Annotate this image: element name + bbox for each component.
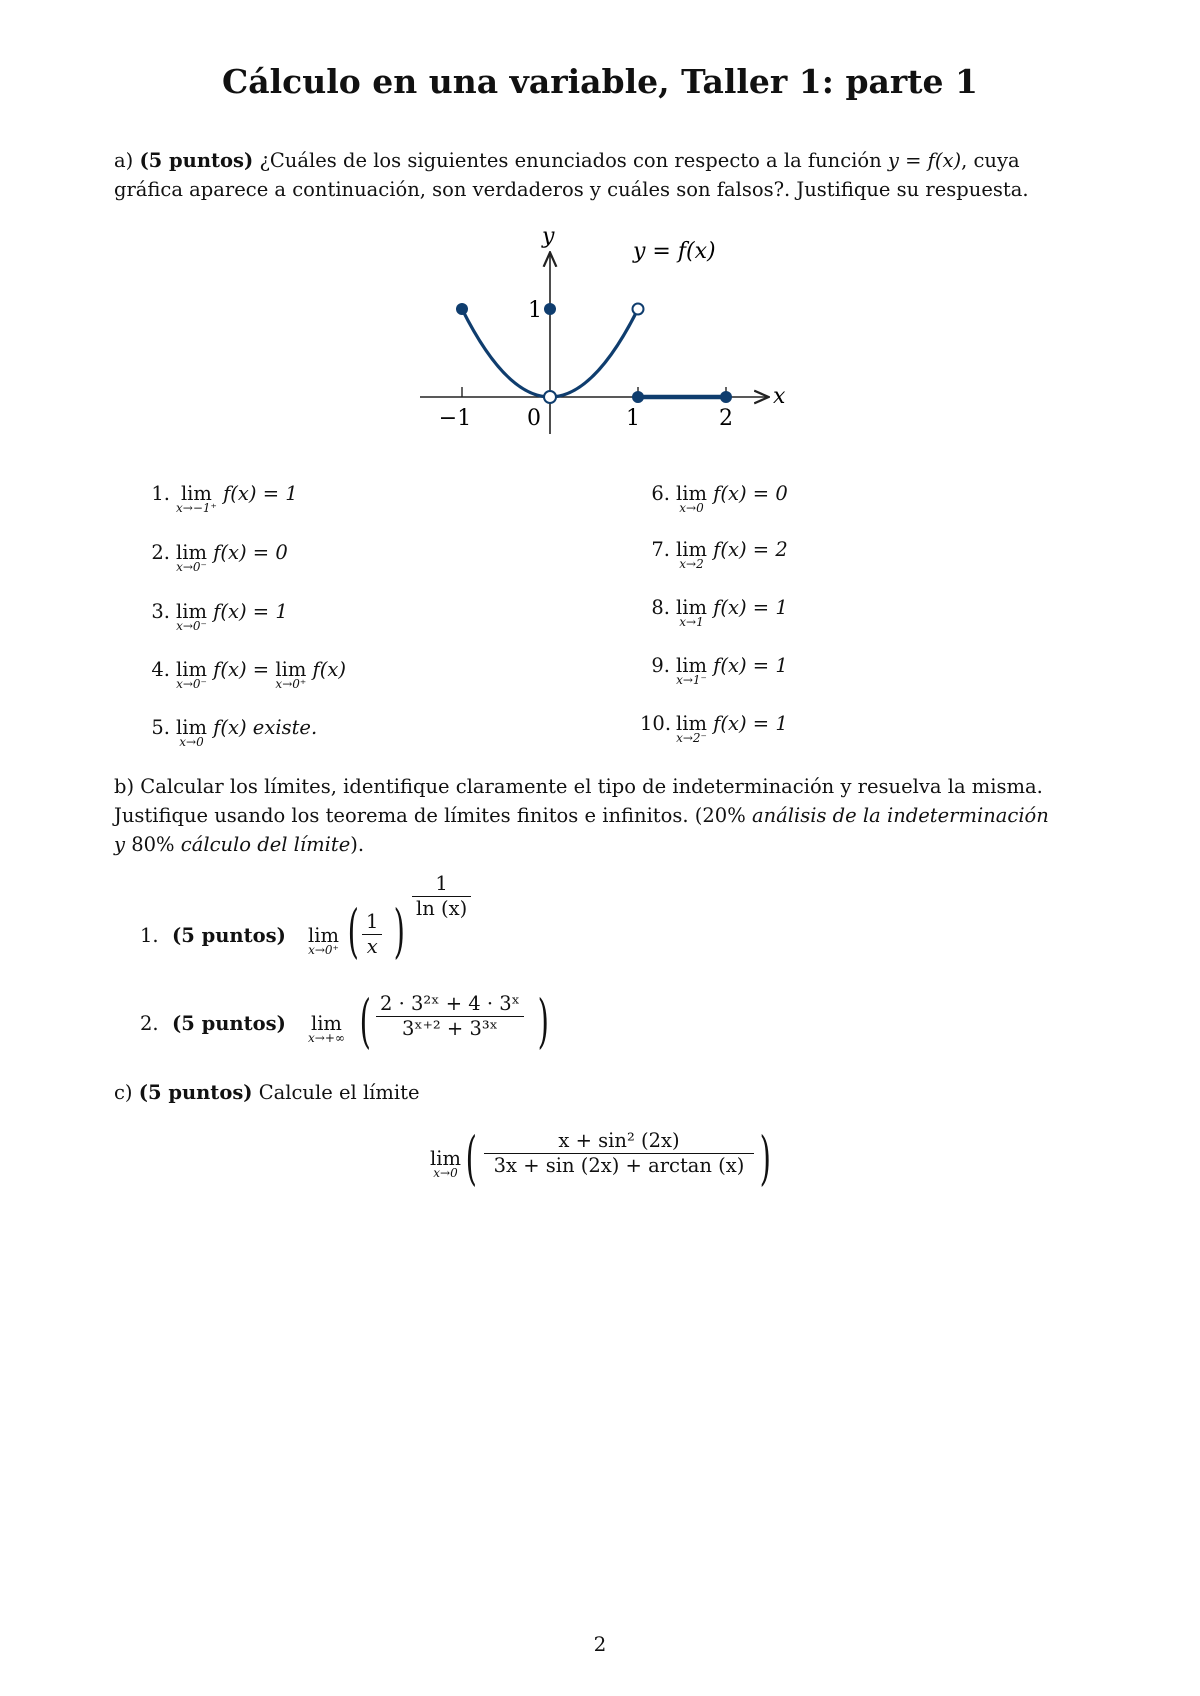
limit-operator <box>676 538 707 570</box>
open-point-1-1 <box>633 304 644 315</box>
lim-subscript: x→0 <box>433 1166 458 1180</box>
part-b-line2 <box>114 801 1094 830</box>
part-b-line1: b) Calcular los límites, identifique claramente el tipo de indeterminación y resuelva la misma. <box>114 775 1043 798</box>
lim-subscript: x→0⁻ <box>176 619 207 633</box>
statement-item <box>640 538 788 570</box>
statement-item <box>140 600 288 632</box>
item-expression-2: f(x) <box>312 658 346 681</box>
part-a-statement-line2: gráfica aparece a continuación, son verdaderos y cuáles son falsos?. Justifique su respuesta. <box>114 178 1029 201</box>
inner-numerator: 1 <box>362 910 382 935</box>
limit-operator <box>176 600 207 632</box>
part-a-points: (5 puntos) <box>139 149 254 172</box>
limit-operator <box>430 1147 461 1179</box>
lim-subscript: x→0⁺ <box>275 677 307 691</box>
limit-operator <box>176 482 217 514</box>
question-points: (5 puntos) <box>172 924 286 947</box>
item-expression: f(x) = 1 <box>713 596 788 619</box>
item-number: 6. <box>651 482 670 505</box>
item-number: 4. <box>151 658 170 681</box>
statement-item <box>640 596 788 628</box>
lim-subscript: x→0⁺ <box>308 943 339 957</box>
lim-subscript: x→1⁻ <box>676 673 707 687</box>
part-a-function: y = f(x) <box>887 149 962 172</box>
part-b-percent: 80% <box>125 833 181 856</box>
part-b-y: y <box>114 833 126 856</box>
lim-word: lim <box>310 1012 342 1035</box>
lim-word: lim <box>176 658 207 681</box>
part-a-statement <box>114 146 1094 175</box>
lim-word: lim <box>676 712 707 735</box>
tick-label-0: 0 <box>527 406 541 431</box>
closed-point-0-1 <box>544 303 556 315</box>
part-a-label: a) <box>114 149 134 172</box>
closed-point-minus1 <box>456 303 468 315</box>
question-number: 1. <box>140 924 159 947</box>
lim-subscript: x→0⁻ <box>176 560 207 574</box>
tick-label-y1: 1 <box>528 298 542 323</box>
item-expression: f(x) existe. <box>213 716 318 739</box>
page-title: Cálculo en una variable, Taller 1: parte 1 <box>222 62 978 101</box>
statement-item <box>140 658 346 690</box>
lim-word: lim <box>676 654 707 677</box>
item-expression: f(x) = 2 <box>713 538 788 561</box>
statement-item <box>140 716 317 748</box>
lim-word: lim <box>176 541 207 564</box>
statement-item <box>640 654 788 686</box>
right-paren: ) <box>537 987 549 1055</box>
page-number: 2 <box>593 1632 607 1656</box>
item-expression: f(x) = 1 <box>713 654 788 677</box>
lim-subscript: x→2 <box>679 557 704 571</box>
curve-label: y = f(x) <box>633 239 716 264</box>
exponent-fraction <box>412 872 471 921</box>
lim-word: lim <box>430 1147 461 1170</box>
lim-subscript: x→0 <box>679 501 704 515</box>
lim-word: lim <box>676 538 707 561</box>
statement-item <box>140 541 288 573</box>
part-c-limit <box>430 1125 790 1195</box>
closed-point-2-0 <box>720 391 732 403</box>
item-expression: f(x) = 0 <box>213 541 288 564</box>
limit-operator <box>676 596 707 628</box>
numerator: x + sin² (2x) <box>484 1129 754 1154</box>
lim-subscript: x→+∞ <box>308 1031 345 1045</box>
lim-word: lim <box>676 596 707 619</box>
lim-word: lim <box>180 482 212 505</box>
item-number: 10. <box>640 712 672 735</box>
exponent-denominator: ln (x) <box>416 897 468 920</box>
limit-operator <box>176 541 207 573</box>
part-b-line3 <box>114 830 1094 859</box>
limit-operator <box>676 482 707 514</box>
lim-word: lim <box>176 716 207 739</box>
inner-denominator: x <box>366 935 378 958</box>
limit-operator <box>176 658 207 690</box>
part-c-text: Calcule el límite <box>252 1081 420 1104</box>
item-expression: f(x) = 0 <box>713 482 788 505</box>
inner-fraction <box>362 910 382 959</box>
part-a-text2: , cuya <box>961 149 1020 172</box>
limit-operator <box>676 712 707 744</box>
right-paren: ) <box>393 897 405 965</box>
y-axis-label: y <box>542 224 555 250</box>
part-b-analysis-text: análisis de la indeterminación <box>751 804 1049 827</box>
item-number: 5. <box>151 716 170 739</box>
item-number: 3. <box>151 600 170 623</box>
limit-operator <box>176 716 207 748</box>
lim-subscript: x→2⁻ <box>676 731 707 745</box>
limit-operator <box>308 924 339 956</box>
exponent-numerator: 1 <box>412 872 471 897</box>
closed-point-1-0 <box>632 391 644 403</box>
item-number: 9. <box>651 654 670 677</box>
item-expression: f(x) = 1 <box>213 600 288 623</box>
tick-label-minus1: −1 <box>438 406 472 431</box>
limit-operator <box>275 658 306 690</box>
open-point-origin <box>544 391 556 403</box>
part-b-question-2 <box>140 980 549 1060</box>
lim-subscript: x→−1⁺ <box>176 501 217 515</box>
statement-item <box>140 482 298 514</box>
main-fraction <box>376 992 524 1041</box>
part-a-text1: ¿Cuáles de los siguientes enunciados con respecto a la función <box>259 149 888 172</box>
part-b-calculo-text: cálculo del límite <box>180 833 351 856</box>
lim-subscript: x→0 <box>179 735 204 749</box>
item-number: 2. <box>151 541 170 564</box>
question-number: 2. <box>140 1012 159 1035</box>
right-paren: ) <box>759 1124 771 1192</box>
part-b-close: ). <box>350 833 365 856</box>
left-paren: ( <box>359 987 371 1055</box>
tick-label-2: 2 <box>719 406 733 431</box>
part-c-points: (5 puntos) <box>138 1081 253 1104</box>
statement-item <box>640 712 788 744</box>
lim-subscript: x→0⁻ <box>176 677 207 691</box>
item-expression: f(x) = 1 <box>713 712 788 735</box>
numerator: 2 · 3²ˣ + 4 · 3ˣ <box>376 992 524 1017</box>
part-b-line2-text: Justifique usando los teorema de límites finitos e infinitos. (20% <box>114 804 752 827</box>
denominator: 3ˣ⁺² + 3³ˣ <box>401 1017 498 1040</box>
lim-word: lim <box>275 658 307 681</box>
item-number: 7. <box>651 538 670 561</box>
part-b-question-1 <box>140 872 468 972</box>
lim-word: lim <box>176 600 207 623</box>
item-number: 1. <box>151 482 170 505</box>
left-paren: ( <box>347 897 359 965</box>
item-number: 8. <box>651 596 670 619</box>
lim-word: lim <box>308 924 339 947</box>
x-axis-label: x <box>773 384 786 409</box>
lim-word: lim <box>676 482 707 505</box>
statement-item <box>640 482 788 514</box>
tick-label-1: 1 <box>626 406 640 431</box>
part-c-statement <box>114 1078 1094 1107</box>
question-points: (5 puntos) <box>172 1012 286 1035</box>
function-graph <box>405 222 805 437</box>
item-expression: f(x) = <box>213 658 270 681</box>
limit-operator <box>308 1012 345 1044</box>
denominator: 3x + sin (2x) + arctan (x) <box>493 1154 745 1177</box>
item-expression: f(x) = 1 <box>223 482 298 505</box>
limit-operator <box>676 654 707 686</box>
part-c-label: c) <box>114 1081 133 1104</box>
lim-subscript: x→1 <box>679 615 704 629</box>
left-paren: ( <box>465 1124 477 1192</box>
main-fraction <box>484 1129 754 1178</box>
